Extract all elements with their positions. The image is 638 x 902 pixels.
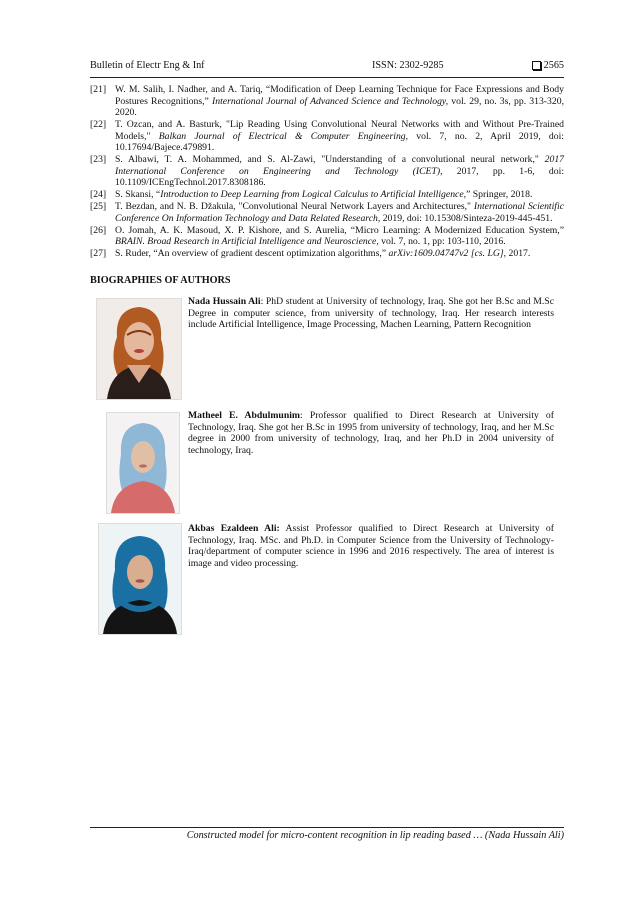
reference-text: O. Jomah, A. K. Masoud, X. P. Kishore, and S. Aurelia, “Micro Learning: A Modernized Education System,” BRAIN. Broad Research in Artificial Intelligence and Neuroscience, vol. 7, no. 1, pp: 103-110, 2016. xyxy=(115,224,564,248)
reference-number: [22] xyxy=(90,119,107,131)
reference-item xyxy=(90,84,564,119)
author-bio-text: Nada Hussain Ali: PhD student at University of technology, Iraq. She got her B.Sc and M.Sc Degree in computer science, from university of technology, Iraq. Her research interests include Artificial Intelligence, Image Processing, Machen Learning, Pattern Recognition xyxy=(188,296,554,331)
reference-text: S. Skansi, “Introduction to Deep Learning from Logical Calculus to Artificial Intelligence,” Springer, 2018. xyxy=(115,189,533,201)
journal-name: Bulletin of Electr Eng & Inf xyxy=(90,60,205,71)
reference-item xyxy=(90,201,564,224)
author-name: Nada Hussain Ali xyxy=(188,296,261,307)
footer-rule xyxy=(90,827,564,828)
issn: ISSN: 2302-9285 xyxy=(372,60,444,71)
author-bio xyxy=(90,296,564,400)
page-number-group xyxy=(532,60,564,71)
author-name: Akbas Ezaldeen Ali: xyxy=(188,523,280,534)
author-bio-text: Akbas Ezaldeen Ali: Assist Professor qualified to Direct Research at University of Technology, Iraq. MSc. and Ph.D. in Computer Science from the University of Technology-Iraq/department of computer science in 1996 and 2016 respectively. The area of interest is image and video processing. xyxy=(188,523,554,569)
reference-number: [27] xyxy=(90,248,107,260)
reference-list xyxy=(90,84,564,260)
reference-item xyxy=(90,248,564,260)
biographies-heading: BIOGRAPHIES OF AUTHORS xyxy=(90,275,231,286)
reference-number: [26] xyxy=(90,224,107,236)
running-header xyxy=(90,60,564,76)
author-photo xyxy=(98,523,182,635)
portrait-image xyxy=(99,524,181,634)
running-footer: Constructed model for micro-content recognition in lip reading based … (Nada Hussain Ali) xyxy=(186,830,564,841)
author-bio-text: Matheel E. Abdulmunim: Professor qualified to Direct Research at University of Technology, Iraq. She got her B.Sc in 1995 from university of technology, Iraq, and her M.Sc degree in 2000 from university of technology, Iraq, and her Ph.D in 2004 university of technology, Iraq. xyxy=(188,410,554,456)
reference-item xyxy=(90,154,564,189)
reference-number: [24] xyxy=(90,189,107,201)
reference-text: S. Ruder, “An overview of gradient descent optimization algorithms,” arXiv:1609.04747v2 [cs. LG], 2017. xyxy=(115,248,531,260)
portrait-image xyxy=(107,413,179,513)
author-bio xyxy=(90,410,564,514)
reference-text: S. Albawi, T. A. Mohammed, and S. Al-Zawi, "Understanding of a convolutional neural network," 2017 International Conference on Engineering and Technology (ICET), 2017, pp. 1-6, doi: 10.1109/ICEngTechnol.2017.8308186. xyxy=(115,154,565,189)
header-rule xyxy=(90,77,564,78)
page-number: 2565 xyxy=(543,60,564,71)
author-bio xyxy=(90,523,564,635)
author-name: Matheel E. Abdulmunim xyxy=(188,410,300,421)
reference-text: T. Ozcan, and A. Basturk, "Lip Reading Using Convolutional Neural Networks with and Without Pre-Trained Models," Balkan Journal of Electrical & Computer Engineering, vol. 7, no. 2, April 2019, doi: 10.17694/Bajece.479891. xyxy=(115,119,564,154)
reference-item xyxy=(90,189,564,201)
author-photo xyxy=(96,298,182,400)
reference-text: T. Bezdan, and N. B. Džakula, "Convolutional Neural Network Layers and Architectures," International Scientific Conference On Information Technology and Data Related Research, 2019, doi: 10.15308/Sinteza-2019-445-451. xyxy=(115,201,564,224)
box-icon xyxy=(532,61,541,70)
author-photo xyxy=(106,412,180,514)
reference-number: [25] xyxy=(90,201,107,213)
reference-number: [21] xyxy=(90,84,107,95)
reference-number: [23] xyxy=(90,154,107,166)
portrait-image xyxy=(97,299,181,399)
reference-item xyxy=(90,225,564,248)
reference-item xyxy=(90,119,564,154)
reference-text: W. M. Salih, I. Nadher, and A. Tariq, “Modification of Deep Learning Technique for Face Expressions and Body Postures Recognitions,” International Journal of Advanced Science and Technology, vol. 29, no. 3s, pp. 313-320, 2020. xyxy=(115,84,564,119)
